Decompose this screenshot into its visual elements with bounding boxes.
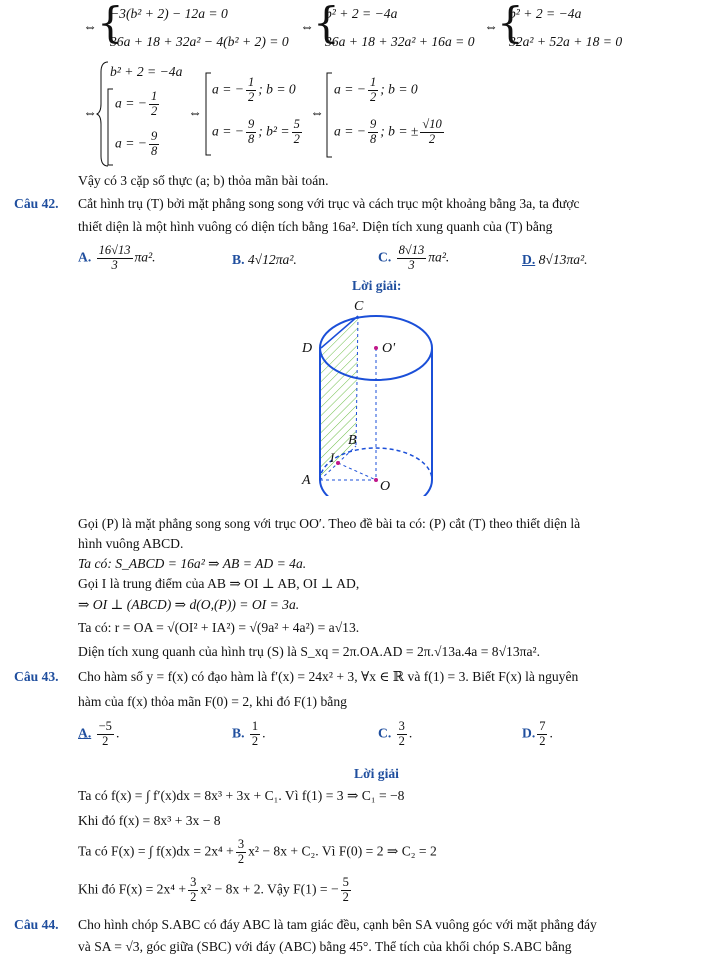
left-bracket — [204, 72, 212, 156]
solution-heading: Lời giải: — [352, 278, 402, 293]
cross-section — [320, 316, 358, 480]
sys2-eq1: b² + 2 = −4a — [110, 64, 183, 79]
solution-line: Ta có: S_ABCD = 16a² ⇒ AB = AD = 4a. — [78, 556, 307, 571]
sys1-eq5: b² + 2 = −4a — [509, 6, 582, 21]
sys2-eq7: a = − $\frac{9}{8}$ ; b = ± $\frac{√10}{2}$ — [334, 117, 442, 146]
label-D: D — [302, 341, 313, 356]
question-text-line: Cho hàm số y = f(x) có đạo hàm là f′(x) = 24x² + 3, ∀x ∈ ℝ và f(1) = 3. Biết F(x) là nguyên — [78, 669, 579, 684]
left-brace: { — [497, 0, 524, 47]
sys2-eq3: a = − $\frac{9}{8}$ — [115, 129, 158, 158]
sys1-eq1: −3(b² + 2) − 12a = 0 — [110, 6, 228, 21]
label-A: A — [302, 473, 311, 488]
left-bracket — [325, 72, 333, 158]
label-O-prime: O' — [382, 341, 396, 356]
solution-line: ⇒ OI ⊥ (ABCD) ⇒ d(O,(P)) = OI = 3a. — [78, 597, 300, 612]
label-O: O — [380, 479, 391, 494]
equiv-arrow: ⇔ — [83, 20, 97, 35]
sys2-eq5: a = − $\frac{9}{8}$ ; b² = $\frac{5}{2}$ — [212, 117, 300, 146]
left-brace: { — [97, 0, 124, 47]
option-c[interactable]: C. $\frac{8√13}{3}$ πa². — [378, 243, 450, 272]
left-brace: { — [313, 0, 340, 47]
equiv-arrow: ⇔ — [484, 20, 498, 35]
option-b[interactable]: B. 4√12πa². — [232, 252, 297, 267]
left-bracket — [106, 88, 114, 166]
question-label: Câu 42. — [14, 196, 59, 211]
solution-line: Gọi (P) là mặt phẳng song song với trục OO′. Theo đề bài ta có: (P) cắt (T) theo thiết diện là — [78, 516, 581, 531]
option-a[interactable]: A. $\frac{16√13}{3}$ πa². — [78, 243, 156, 272]
question-label: Câu 44. — [14, 917, 59, 932]
solution-line: Ta có: r = OA = √(OI² + IA²) = √(9a² + 4a²) = a√13. — [78, 620, 360, 635]
bottom-ellipse-front — [320, 480, 432, 496]
solution-heading: Lời giải — [354, 766, 399, 781]
sys1-eq2: 36a + 18 + 32a² − 4(b² + 2) = 0 — [110, 34, 289, 49]
equiv-arrow: ⇔ — [83, 106, 97, 121]
option-d[interactable]: D. 8√13πa². — [522, 252, 588, 267]
solution-line: hình vuông ABCD. — [78, 536, 184, 551]
sys1-eq4: 36a + 18 + 32a² + 16a = 0 — [325, 34, 475, 49]
equiv-arrow: ⇔ — [188, 106, 202, 121]
sys2-eq4: a = − $\frac{1}{2}$ ; b = 0 — [212, 75, 296, 104]
option-b[interactable]: B. $\frac{1}{2}$ . — [232, 719, 266, 748]
solution-line: Khi đó f(x) = 8x³ + 3x − 8 — [78, 813, 221, 828]
question-text-line: và SA = √3, góc giữa (SBC) với đáy (ABC) bằng 45°. Thể tích của khối chóp S.ABC bằng — [78, 939, 572, 954]
question-text-line: Cho hình chóp S.ABC có đáy ABC là tam giác đều, cạnh bên SA vuông góc với mặt phẳng đáy — [78, 917, 597, 932]
solution-line: Ta có F(x) = ∫ f(x)dx = 2x⁴ + $\frac{3}{2}$ x² − 8x + C₂. Vì F(0) = 2 ⇒ C₂ = 2 — [78, 837, 437, 866]
label-I: I — [330, 450, 335, 465]
sys2-eq6: a = − $\frac{1}{2}$ ; b = 0 — [334, 75, 418, 104]
option-a[interactable]: A. $\frac{-5}{2}$ . — [78, 719, 120, 748]
solution-line: Gọi I là trung điểm của AB ⇒ OI ⊥ AB, OI ⊥ AD, — [78, 576, 360, 591]
solution-line: Diện tích xung quanh của hình trụ (S) là S_xq = 2π.OA.AD = 2π.√13a.4a = 8√13πa². — [78, 644, 541, 659]
solution-line: Khi đó F(x) = 2x⁴ + $\frac{3}{2}$ x² − 8x + 2. Vậy F(1) = − $\frac{5}{2}$ — [78, 875, 349, 904]
conclusion-line: Vậy có 3 cặp số thực (a; b) thỏa mãn bài toán. — [78, 173, 329, 188]
cylinder-figure — [296, 296, 446, 496]
solution-line: Ta có f(x) = ∫ f′(x)dx = 8x³ + 3x + C₁. Vì f(1) = 3 ⇒ C₁ = −8 — [78, 788, 405, 803]
question-text-line: thiết diện là một hình vuông có diện tích bằng 16a². Diện tích xung quanh của (T) bằng — [78, 219, 553, 234]
equiv-arrow: ⇔ — [310, 106, 324, 121]
label-C: C — [354, 299, 364, 314]
option-d[interactable]: D. $\frac{7}{2}$ . — [522, 719, 553, 748]
equiv-arrow: ⇔ — [300, 20, 314, 35]
question-text-line: hàm của f(x) thỏa mãn F(0) = 2, khi đó F(1) bằng — [78, 694, 347, 709]
question-text-line: Cắt hình trụ (T) bởi mặt phẳng song song với trục và cách trục một khoảng bằng 3a, ta được — [78, 196, 580, 211]
option-c[interactable]: C. $\frac{3}{2}$ . — [378, 719, 413, 748]
question-label: Câu 43. — [14, 669, 59, 684]
sys1-eq3: b² + 2 = −4a — [325, 6, 398, 21]
sys2-eq2: a = − $\frac{1}{2}$ — [115, 89, 158, 118]
sys1-eq6: 32a² + 52a + 18 = 0 — [509, 34, 623, 49]
label-B: B — [348, 433, 357, 448]
